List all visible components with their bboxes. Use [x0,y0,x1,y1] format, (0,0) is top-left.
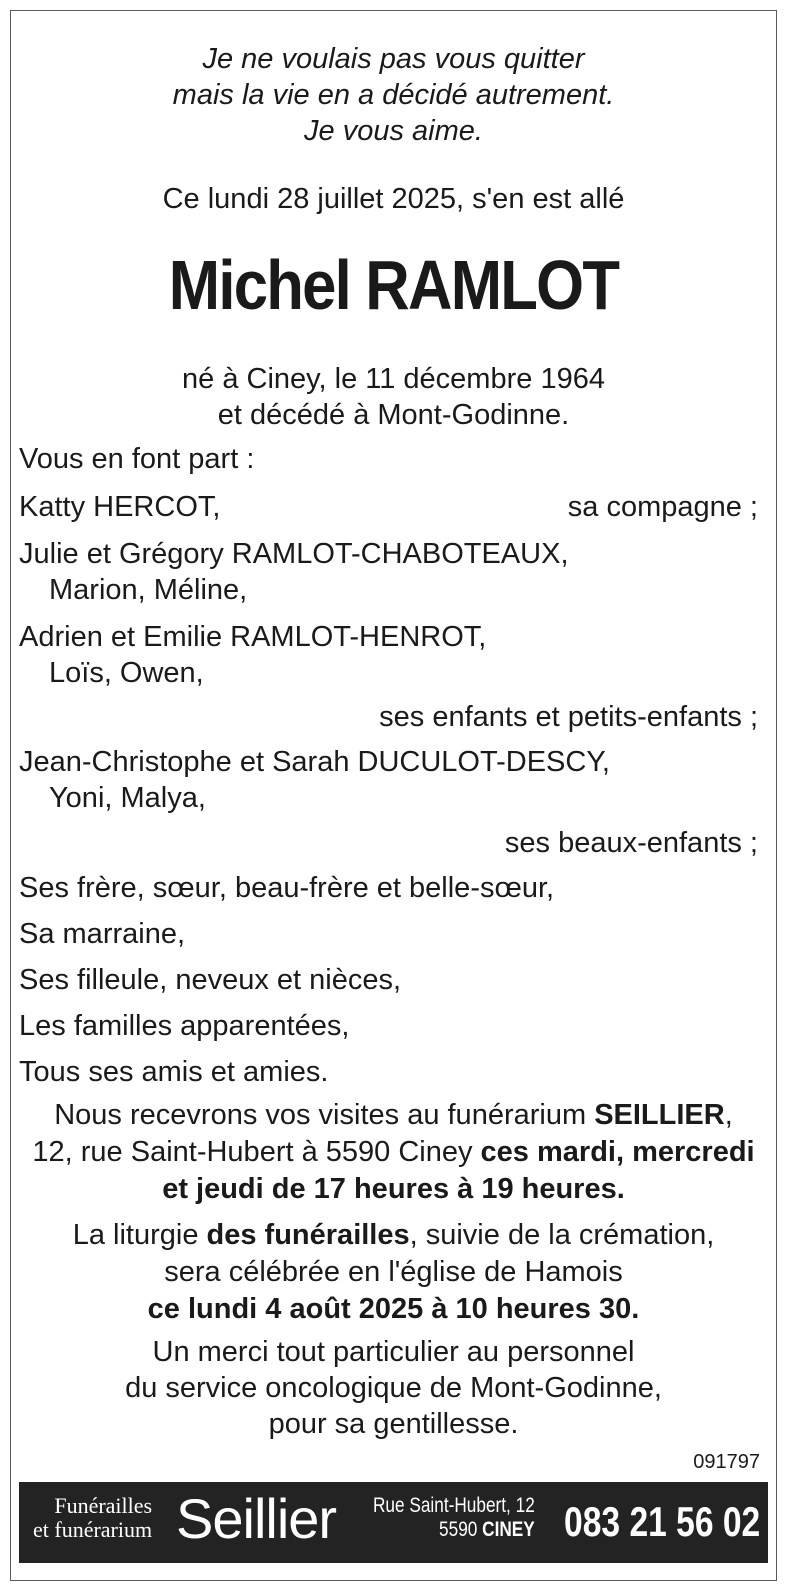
visitation-line [11,1171,776,1208]
thanks-line: du service oncologique de Mont-Godinne, [125,1372,662,1404]
visitation-hours: et jeudi de 17 heures à 19 heures. [162,1173,625,1205]
banner-label-line: et funérarium [33,1517,153,1542]
funeral-home-name: SEILLIER [594,1099,725,1131]
funeral-home-banner [19,1482,768,1563]
banner-address-line: Rue Saint-Hubert, 12 [373,1494,535,1517]
poem-line: Je vous aime. [304,115,483,147]
family-other-line: Tous ses amis et amies. [19,1056,329,1088]
banner-address-line [373,1518,535,1542]
banner-phone: 083 21 56 02 [563,1498,760,1545]
liturgy-line [11,1217,776,1254]
birth-info [11,361,776,433]
visitation-address: 12, rue Saint-Hubert à 5590 Ciney [32,1136,481,1168]
banner-brand: Seillier [176,1487,337,1550]
poem-line: Je ne voulais pas vous quitter [202,43,585,75]
banner-address [373,1494,535,1542]
child1-kids: Marion, Méline, [49,574,248,606]
liturgy-info [11,1217,776,1328]
reference-number: 091797 [693,1451,760,1473]
announce-line: Vous en font part : [19,443,255,475]
family-other-line: Sa marraine, [19,918,186,950]
deceased-name: Michel RAMLOT [168,246,619,324]
poem [11,41,776,149]
thanks-line: Un merci tout particulier au personnel [152,1336,635,1368]
banner-city: CINEY [482,1518,535,1541]
liturgy-bold: des funérailles [206,1219,410,1251]
banner-postcode: 5590 [439,1518,483,1541]
thanks-message [11,1334,776,1442]
step-couple: Jean-Christophe et Sarah DUCULOT-DESCY, [19,746,610,778]
banner-label [33,1494,152,1542]
liturgy-line [11,1291,776,1328]
partner-role: sa compagne ; [567,491,758,523]
obituary-notice [10,10,777,1581]
liturgy-date: ce lundi 4 août 2025 à 10 heures 30. [147,1293,640,1325]
partner-name: Katty HERCOT, [19,491,221,523]
visitation-info [11,1097,776,1208]
banner-label-line: Funérailles [54,1493,153,1518]
partner-row [19,489,758,525]
birth-line: et décédé à Mont-Godinne. [217,399,570,431]
visitation-days: ces mardi, mercredi [480,1136,755,1168]
visitation-text: , [724,1099,733,1131]
liturgy-text: , suivie de la crémation, [409,1219,715,1251]
visitation-line [11,1134,776,1171]
children-role: ses enfants et petits-enfants ; [379,701,758,733]
birth-line: né à Ciney, le 11 décembre 1964 [182,363,605,395]
liturgy-text: La liturgie [72,1219,207,1251]
step-role: ses beaux-enfants ; [504,827,758,859]
liturgy-line: sera célébrée en l'église de Hamois [164,1256,623,1288]
family-other-line: Ses filleule, neveux et nièces, [19,964,402,996]
family-other-line: Ses frère, sœur, beau-frère et belle-sœur, [19,872,555,904]
child2-kids: Loïs, Owen, [49,657,204,689]
thanks-line: pour sa gentillesse. [268,1408,519,1440]
death-intro: Ce lundi 28 juillet 2025, s'en est allé [162,183,625,215]
step-kids: Yoni, Malya, [49,782,206,814]
poem-line: mais la vie en a décidé autrement. [172,79,615,111]
family-other-line: Les familles apparentées, [19,1010,350,1042]
child1-couple: Julie et Grégory RAMLOT-CHABOTEAUX, [19,538,569,570]
child2-couple: Adrien et Emilie RAMLOT-HENROT, [19,621,487,653]
visitation-line [11,1097,776,1134]
visitation-text: Nous recevrons vos visites au funérarium [54,1099,595,1131]
